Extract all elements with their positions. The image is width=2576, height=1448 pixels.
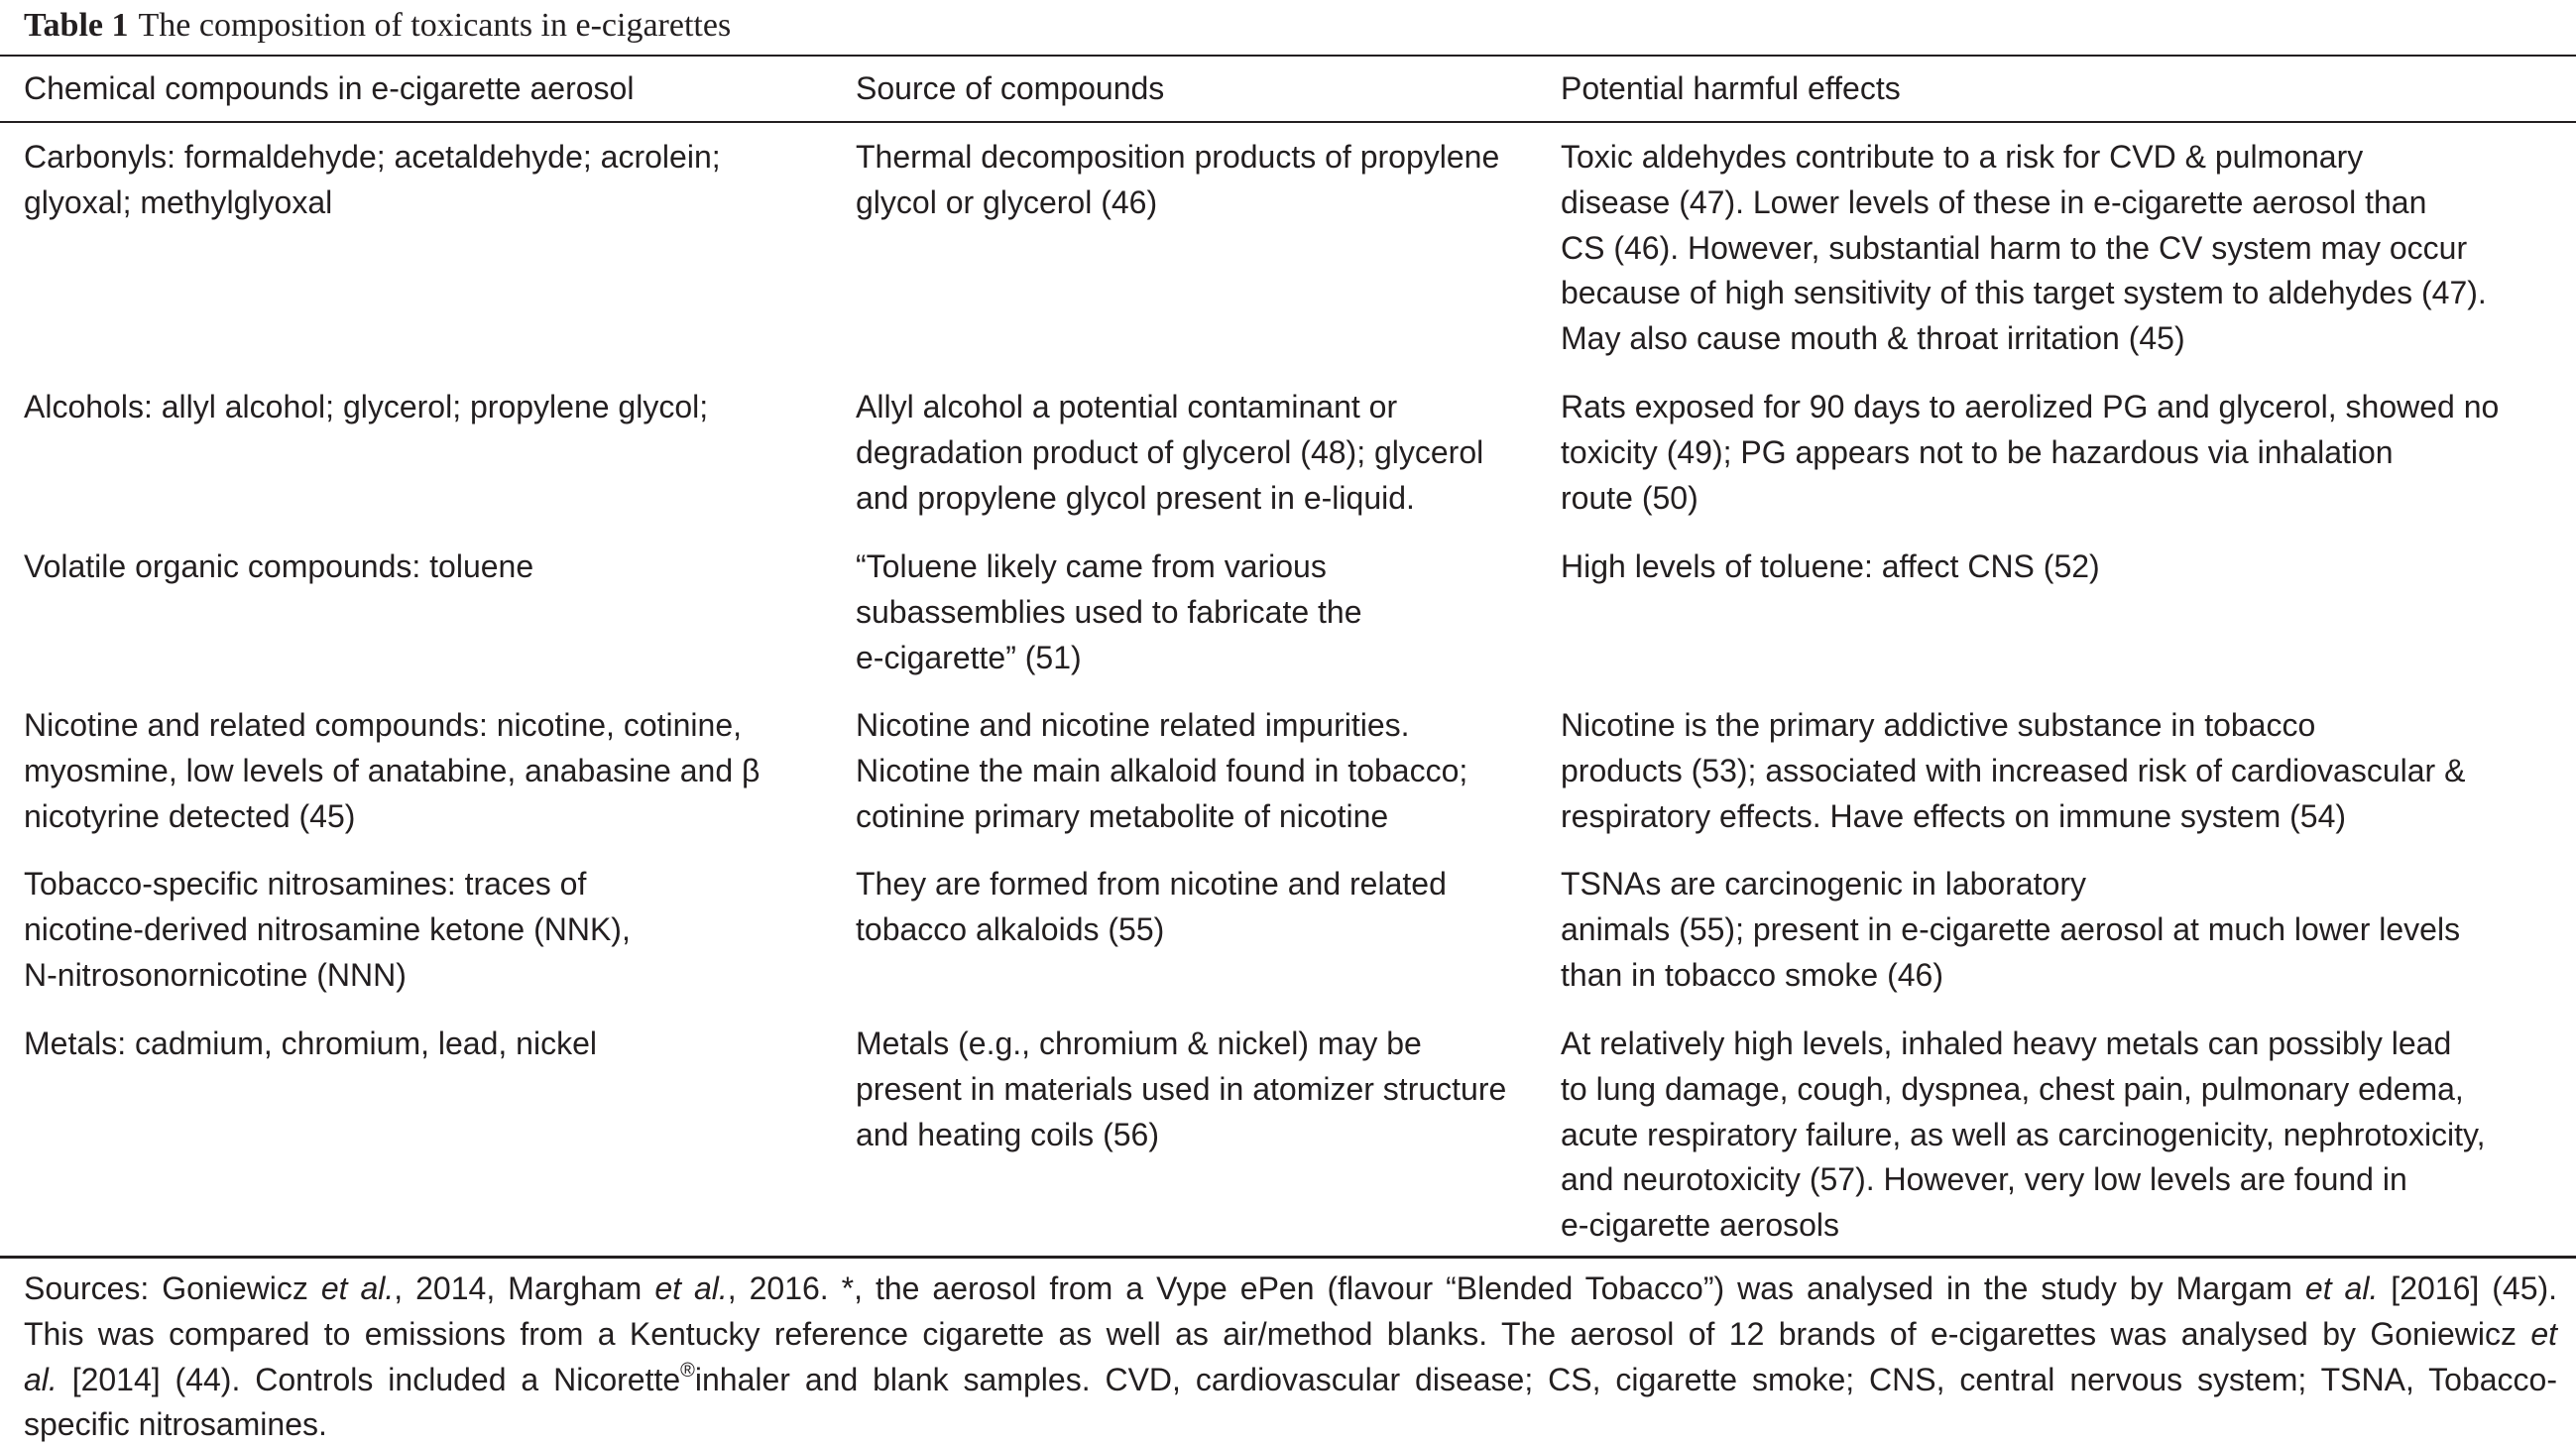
header-compounds: Chemical compounds in e-cigarette aerosol (24, 70, 635, 106)
header-source: Source of compounds (856, 70, 1165, 106)
footnote-line-3: al. [2014] (44). Controls included a Nicorette®inhaler and blank samples. CVD, cardiovascular disease; CS, cigarette smoke; CNS, central nervous system; TSNA, Tobacco- (24, 1359, 2557, 1397)
table-row-2-source: Allyl alcohol a potential contaminant or degradation product of glycerol (48); glycerol and propylene glycol present in e-liquid. (856, 389, 1484, 516)
table-row-3-effects: High levels of toluene: affect CNS (52) (1561, 548, 2100, 584)
footnote-line-4: specific nitrosamines. (24, 1406, 327, 1443)
table-row-5-source: They are formed from nicotine and related tobacco alkaloids (55) (856, 866, 1447, 947)
bottom-rule (0, 1256, 2576, 1259)
table-row-4-effects: Nicotine is the primary addictive substance in tobacco products (53); associated with increased risk of cardiovascular & respiratory effects. Have effects on immune system (54) (1561, 707, 2466, 834)
table-row-4-compounds: Nicotine and related compounds: nicotine, cotinine, myosmine, low levels of anatabine, anabasine and β nicotyrine detected (45) (24, 707, 761, 834)
table-row-6-effects: At relatively high levels, inhaled heavy metals can possibly lead to lung damage, cough, dyspnea, chest pain, pulmonary edema, acute respiratory failure, as well as carcinogenicity, nephrotoxicity, and neurotoxicity (57). However, very low levels are found in e-cigarette aerosols (1561, 1026, 2486, 1244)
table-row-1-compounds: Carbonyls: formaldehyde; acetaldehyde; acrolein; glyoxal; methylglyoxal (24, 139, 721, 220)
header-effects: Potential harmful effects (1561, 70, 1901, 106)
header-rule (0, 121, 2576, 123)
table-row-6-source: Metals (e.g., chromium & nickel) may be present in materials used in atomizer structure and heating coils (56) (856, 1026, 1507, 1152)
table-row-2-effects: Rats exposed for 90 days to aerolized PG and glycerol, showed no toxicity (49); PG appears not to be hazardous via inhalation route (50) (1561, 389, 2500, 516)
table-row-1-effects: Toxic aldehydes contribute to a risk for CVD & pulmonary disease (47). Lower levels of these in e-cigarette aerosol than CS (46). However, substantial harm to the CV system may occur because of high sensitivity of this target system to aldehydes (47). May also cause mouth & throat irritation (45) (1561, 139, 2487, 357)
table-row-2-compounds: Alcohols: allyl alcohol; glycerol; propylene glycol; (24, 389, 709, 424)
table-label: Table 1 (24, 7, 129, 44)
table-footnote (24, 1267, 2557, 1448)
table-row-5-effects: TSNAs are carcinogenic in laboratory animals (55); present in e-cigarette aerosol at much lower levels than in tobacco smoke (46) (1561, 866, 2461, 993)
table-row-3-compounds: Volatile organic compounds: toluene (24, 548, 534, 584)
table-caption (24, 6, 731, 46)
table-title: The composition of toxicants in e-cigarettes (138, 7, 732, 44)
footnote-line-2: This was compared to emissions from a Kentucky reference cigarette as well as air/method blanks. The aerosol of 12 brands of e-cigarettes was analysed by Goniewicz et (24, 1315, 2557, 1352)
top-rule (0, 55, 2576, 57)
table-row-3-source: “Toluene likely came from various subassemblies used to fabricate the e-cigarette” (51) (856, 548, 1362, 675)
table-row-4-source: Nicotine and nicotine related impurities. Nicotine the main alkaloid found in tobacco; cotinine primary metabolite of nicotine (856, 707, 1468, 834)
table-row-6-compounds: Metals: cadmium, chromium, lead, nickel (24, 1026, 597, 1061)
footnote-line-1: Sources: Goniewicz et al., 2014, Margham et al., 2016. *, the aerosol from a Vype ePen (flavour “Blended Tobacco”) was analysed in the study by Margam et al. [2016] (45). (24, 1270, 2558, 1306)
table-row-5-compounds: Tobacco-specific nitrosamines: traces of nicotine-derived nitrosamine ketone (NNK), N-nitrosonornicotine (NNN) (24, 866, 631, 993)
table-row-1-source: Thermal decomposition products of propylene glycol or glycerol (46) (856, 139, 1500, 220)
